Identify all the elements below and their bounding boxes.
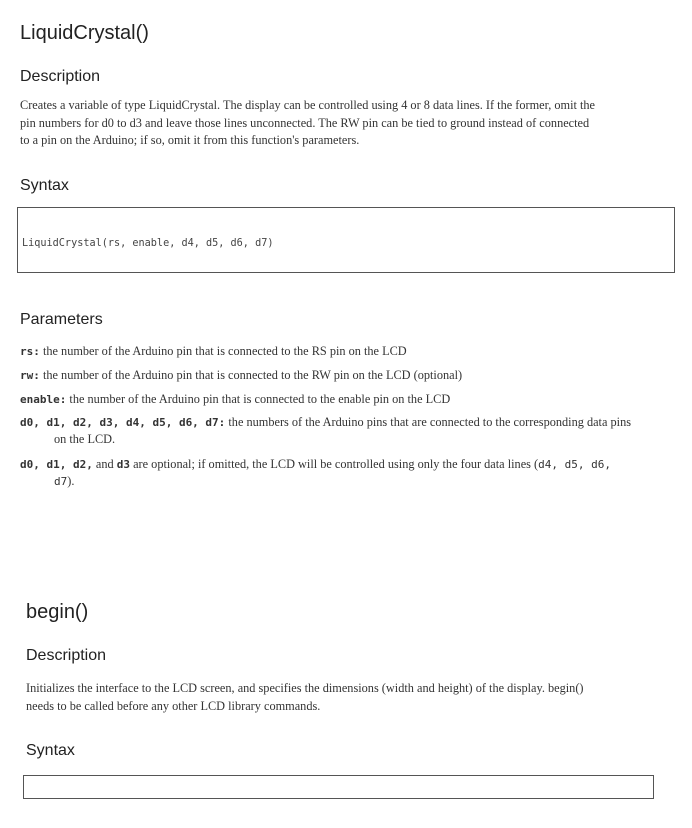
parameter-description-continued: on the LCD. xyxy=(54,432,116,446)
parameter-description: the number of the Arduino pin that is connected to the RS pin on the LCD xyxy=(39,344,407,358)
syntax-heading: Syntax xyxy=(20,177,69,194)
optional-note-text: are optional; if omitted, the LCD will be controlled using only the four data lines ( xyxy=(130,457,539,471)
parameter-item xyxy=(20,343,680,360)
optional-and: and xyxy=(92,457,117,471)
parameter-item xyxy=(20,367,680,384)
parameter-item xyxy=(20,391,680,408)
parameter-name: rw: xyxy=(20,369,40,382)
optional-param-names: d0, d1, d2, xyxy=(20,458,93,471)
parameter-item xyxy=(20,414,680,448)
optional-note xyxy=(20,456,680,490)
parameter-description: the number of the Arduino pin that is connected to the RW pin on the LCD (optional) xyxy=(39,368,463,382)
parameters-heading: Parameters xyxy=(20,311,103,328)
description-line-3: to a pin on the Arduino; if so, omit it from this function's parameters. xyxy=(20,133,360,147)
description-text xyxy=(26,680,676,715)
syntax-heading: Syntax xyxy=(26,742,75,759)
description-line-1: Initializes the interface to the LCD screen, and specifies the dimensions (width and height) of the display. begin() xyxy=(26,681,584,695)
section-title-liquidcrystal: LiquidCrystal() xyxy=(20,22,149,44)
description-heading: Description xyxy=(20,68,101,85)
parameter-name: d0, d1, d2, d3, d4, d5, d6, d7: xyxy=(20,416,226,429)
syntax-code-block xyxy=(23,775,654,799)
optional-note-end: ). xyxy=(67,474,75,488)
syntax-line: LiquidCrystal(rs, enable, d4, d5, d6, d7) xyxy=(22,238,274,249)
description-line-2: pin numbers for d0 to d3 and leave those lines unconnected. The RW pin can be tied to ground instead of connected xyxy=(20,115,590,130)
optional-note-continued xyxy=(20,473,680,490)
description-line-1: Creates a variable of type LiquidCrystal. The display can be controlled using 4 or 8 data lines. If the former, omit the xyxy=(20,98,596,112)
parameter-name: enable: xyxy=(20,393,67,406)
syntax-code-block xyxy=(17,207,675,273)
description-heading: Description xyxy=(26,647,107,664)
optional-param-last: d3 xyxy=(116,458,131,471)
section-title-begin: begin() xyxy=(26,601,89,623)
optional-data-lines-cont: d7 xyxy=(54,475,68,488)
parameter-description: the numbers of the Arduino pins that are connected to the corresponding data pins xyxy=(225,415,632,429)
description-text xyxy=(20,97,680,150)
parameter-description: the number of the Arduino pin that is connected to the enable pin on the LCD xyxy=(66,392,451,406)
optional-data-lines: d4, d5, d6, xyxy=(538,458,611,471)
description-line-2: needs to be called before any other LCD library commands. xyxy=(26,698,321,713)
parameter-name: rs: xyxy=(20,345,40,358)
